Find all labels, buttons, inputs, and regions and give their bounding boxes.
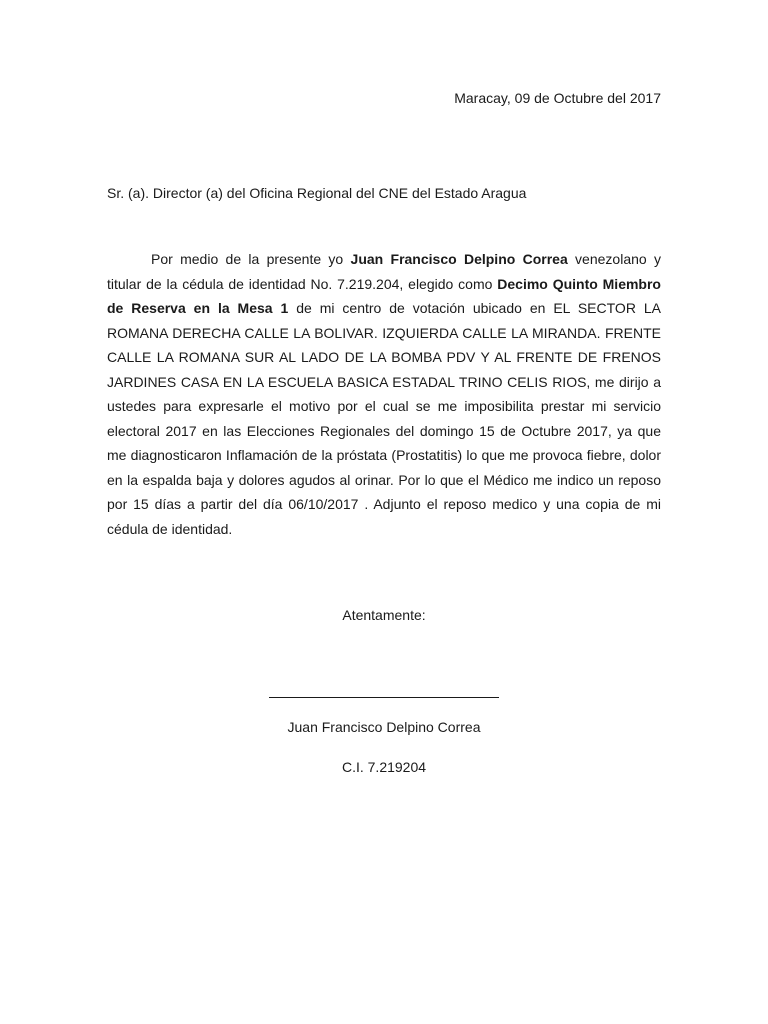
- sender-role: Decimo Quinto Miembro de Reserva en la Mesa 1: [107, 275, 661, 316]
- body-id-text: venezolano y titular de la cédula de identidad No. 7.219.204, elegido como: [107, 251, 661, 292]
- signature-id: C.I. 7.219204: [341, 759, 427, 775]
- signature-line: [269, 697, 499, 698]
- signature-name: Juan Francisco Delpino Correa: [287, 719, 481, 735]
- letter-date: Maracay, 09 de Octubre del 2017: [454, 90, 661, 106]
- sender-name: Juan Francisco Delpino Correa: [350, 251, 568, 267]
- letter-recipient: Sr. (a). Director (a) del Oficina Regional del CNE del Estado Aragua: [107, 185, 527, 201]
- letter-body: [107, 247, 661, 541]
- body-main-text: de mi centro de votación ubicado en EL SECTOR LA ROMANA DERECHA CALLE LA BOLIVAR. IZQUIERDA CALLE LA MIRANDA. FRENTE CALLE LA ROMANA SUR AL LADO DE LA BOMBA PDV Y AL FRENTE DE FRENOS JARDINES CASA EN LA ESCUELA BASICA ESTADAL TRINO CELIS RIOS, me dirijo a ustedes para expresarle el motivo por el cual se me imposibilita prestar mi servicio electoral 2017 en las Elecciones Regionales del domingo 15 de Octubre 2017, ya que me diagnosticaron Inflamación de la próstata (Prostatitis) lo que me provoca fiebre, dolor en la espalda baja y dolores agudos al orinar. Por lo que el Médico me indico un reposo por 15 días a partir del día 06/10/2017 . Adjunto el reposo medico y una copia de mi cédula de identidad.: [107, 300, 661, 537]
- letter-closing: Atentamente:: [342, 607, 426, 623]
- body-intro: Por medio de la presente yo: [151, 251, 351, 267]
